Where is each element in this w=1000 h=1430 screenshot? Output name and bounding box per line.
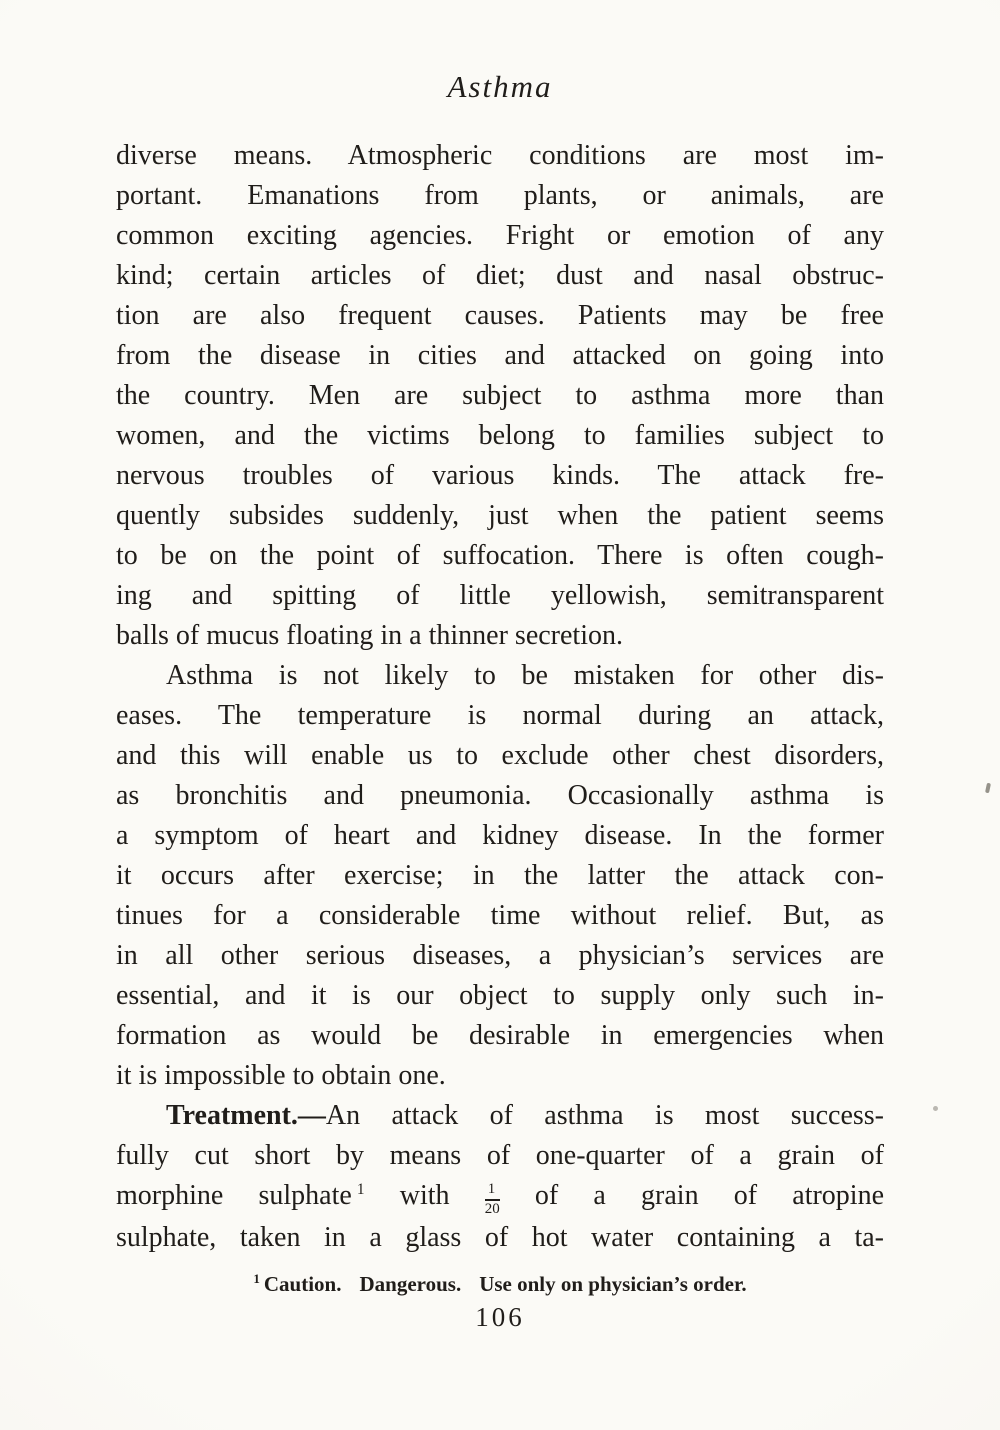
- text-line: tion are also frequent causes. Patients may be free: [116, 300, 884, 331]
- page-content: [116, 0, 884, 1333]
- text-line: [116, 1096, 884, 1136]
- text-line: the country. Men are subject to asthma more than: [116, 380, 884, 411]
- footnote-marker: 1: [356, 1180, 365, 1198]
- text-line: a symptom of heart and kidney disease. In the former: [116, 820, 884, 851]
- text-line: diverse means. Atmospheric conditions are most im-: [116, 140, 884, 171]
- text-line: fully cut short by means of one-quarter of a grain of: [116, 1140, 884, 1171]
- text-line: women, and the victims belong to families subject to: [116, 420, 884, 451]
- text-line: nervous troubles of various kinds. The attack fre-: [116, 460, 884, 491]
- text-segment: with: [399, 1180, 450, 1211]
- text-line: tinues for a considerable time without relief. But, as: [116, 900, 884, 931]
- paragraph-treatment: [116, 1096, 884, 1258]
- text-line: as bronchitis and pneumonia. Occasionally asthma is: [116, 780, 884, 811]
- footnote-text: Use only on physician’s order.: [479, 1271, 747, 1296]
- text-line: essential, and it is our object to supply only such in-: [116, 980, 884, 1011]
- text-line: and this will enable us to exclude other chest disorders,: [116, 740, 884, 771]
- text-line: to be on the point of suffocation. There is often cough-: [116, 540, 884, 571]
- text-line: it is impossible to obtain one.: [116, 1060, 446, 1091]
- text-line: ing and spitting of little yellowish, semitransparent: [116, 580, 884, 611]
- running-head: Asthma: [447, 69, 553, 104]
- footnote: [116, 1270, 884, 1298]
- text-line: quently subsides suddenly, just when the patient seems: [116, 500, 884, 531]
- text-line: common exciting agencies. Fright or emotion of any: [116, 220, 884, 251]
- text-line: portant. Emanations from plants, or animals, are: [116, 180, 884, 211]
- text-line: kind; certain articles of diet; dust and nasal obstruc-: [116, 260, 884, 291]
- text-segment: An attack of asthma is most success-: [325, 1100, 884, 1131]
- footnote-text: Dangerous.: [359, 1271, 462, 1296]
- text-line: [116, 1176, 884, 1218]
- text-segment: of a grain of atropine: [534, 1180, 885, 1211]
- text-line: formation as would be desirable in emergencies when: [116, 1020, 884, 1051]
- scan-artifact: [933, 1106, 938, 1111]
- fraction-denominator: 20: [484, 1201, 500, 1217]
- footnote-marker: 1: [253, 1270, 260, 1286]
- page-number: 106: [475, 1301, 525, 1332]
- text-line: sulphate, taken in a glass of hot water containing a ta-: [116, 1221, 884, 1253]
- text-line: balls of mucus floating in a thinner secretion.: [116, 620, 623, 651]
- fraction-one-twentieth: [485, 1182, 500, 1218]
- fraction-numerator: 1: [485, 1182, 500, 1201]
- paragraph-2: [116, 656, 884, 1096]
- text-line: Asthma is not likely to be mistaken for other dis-: [166, 660, 884, 691]
- treatment-label: Treatment.—: [166, 1100, 326, 1131]
- text-line: in all other serious diseases, a physician’s services are: [116, 940, 884, 971]
- text-line: eases. The temperature is normal during an attack,: [116, 700, 884, 731]
- text-line: it occurs after exercise; in the latter the attack con-: [116, 860, 884, 891]
- footnote-text: Caution.: [263, 1271, 342, 1296]
- text-segment: morphine sulphate: [116, 1180, 352, 1211]
- body-text: [116, 136, 884, 1258]
- scan-artifact: [985, 783, 991, 794]
- text-line: from the disease in cities and attacked on going into: [116, 340, 884, 371]
- paragraph-1: [116, 136, 884, 656]
